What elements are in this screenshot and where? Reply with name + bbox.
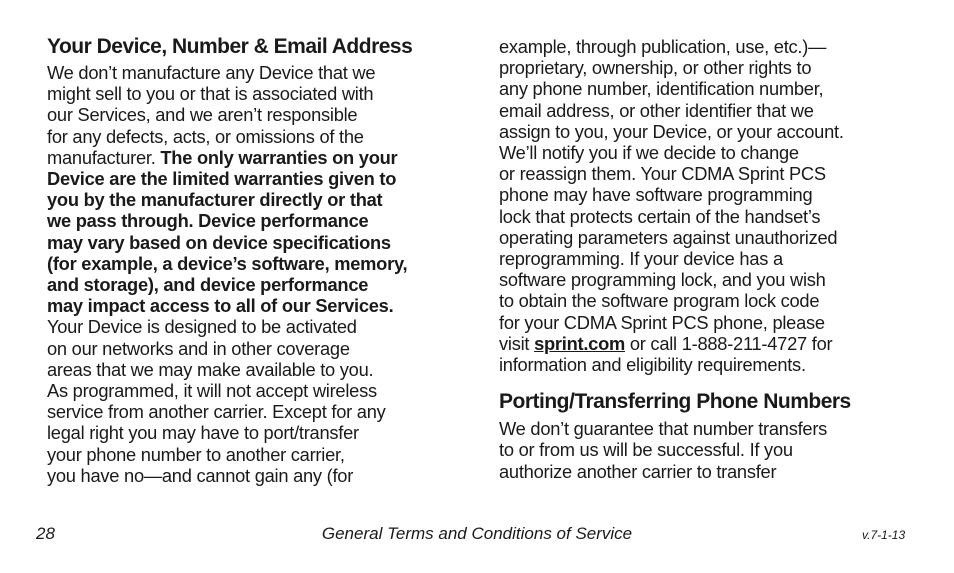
warranty-text-bold: The only warranties on your (160, 146, 398, 168)
text-line: any phone number, identification number, (499, 78, 824, 100)
text-line: for any defects, acts, or omissions of the (47, 125, 364, 147)
text-normal: or call 1-888-211-4727 for (625, 332, 833, 354)
version-label: v.7-1-13 (862, 528, 906, 542)
porting-paragraph (499, 418, 924, 482)
text-line: might sell to you or that is associated with (47, 83, 374, 105)
text-line: areas that we may make available to you. (47, 358, 374, 380)
text-normal: visit (499, 332, 535, 354)
text-line: or reassign them. Your CDMA Sprint PCS (499, 163, 826, 185)
text-line: legal right you may have to port/transfer (47, 422, 359, 444)
text-line: authorize another carrier to transfer (499, 460, 777, 482)
text-line: lock that protects certain of the handset’s (499, 205, 821, 227)
text-line: to obtain the software program lock code (499, 290, 820, 312)
text-line: email address, or other identifier that we (499, 99, 814, 121)
device-paragraph (47, 62, 467, 486)
text-line: As programmed, it will not accept wireless (47, 380, 377, 402)
text-line: Your Device is designed to be activated (47, 316, 357, 338)
warranty-line: may vary based on device specifications (47, 231, 391, 253)
text-line: proprietary, ownership, or other rights to (499, 57, 812, 79)
text-line: operating parameters against unauthorized (499, 226, 838, 248)
section-heading-porting: Porting/Transferring Phone Numbers (499, 390, 851, 414)
text-line: to or from us will be successful. If you (499, 439, 793, 461)
text-line: We don’t manufacture any Device that we (47, 62, 376, 83)
text-line: on our networks and in other coverage (47, 337, 350, 359)
page-footer (0, 524, 954, 548)
text-line-mixed (47, 147, 467, 168)
warranty-line: and storage), and device performance (47, 274, 369, 296)
text-line: We don’t guarantee that number transfers (499, 418, 828, 440)
text-line: phone may have software programming (499, 184, 813, 206)
text-line-with-link (499, 333, 924, 354)
text-line: example, through publication, use, etc.)— (499, 36, 827, 57)
text-line: our Services, and we aren’t responsible (47, 104, 358, 126)
warranty-line: you by the manufacturer directly or that (47, 189, 383, 211)
text-line: reprogramming. If your device has a (499, 248, 783, 270)
section-heading-device: Your Device, Number & Email Address (47, 35, 413, 58)
text-line: you have no—and cannot gain any (for (47, 464, 354, 486)
text-line: assign to you, your Device, or your account. (499, 120, 844, 142)
warranty-line: (for example, a device’s software, memory, (47, 252, 408, 274)
sprint-link[interactable]: sprint.com (534, 332, 626, 354)
text-line: software programming lock, and you wish (499, 269, 826, 291)
right-column (499, 36, 924, 482)
continued-paragraph (499, 36, 924, 375)
warranty-line: Device are the limited warranties given to (47, 168, 397, 190)
page-number: 28 (36, 524, 55, 543)
text-normal: manufacturer. (47, 146, 161, 168)
text-line: for your CDMA Sprint PCS phone, please (499, 311, 825, 333)
text-line: information and eligibility requirements. (499, 354, 806, 376)
text-line: service from another carrier. Except for any (47, 401, 386, 423)
text-line: your phone number to another carrier, (47, 443, 345, 465)
left-column (47, 34, 467, 486)
warranty-line: may impact access to all of our Services. (47, 295, 394, 317)
footer-title: General Terms and Conditions of Service (321, 524, 633, 543)
warranty-line: we pass through. Device performance (47, 210, 369, 232)
text-line: We’ll notify you if we decide to change (499, 142, 799, 164)
